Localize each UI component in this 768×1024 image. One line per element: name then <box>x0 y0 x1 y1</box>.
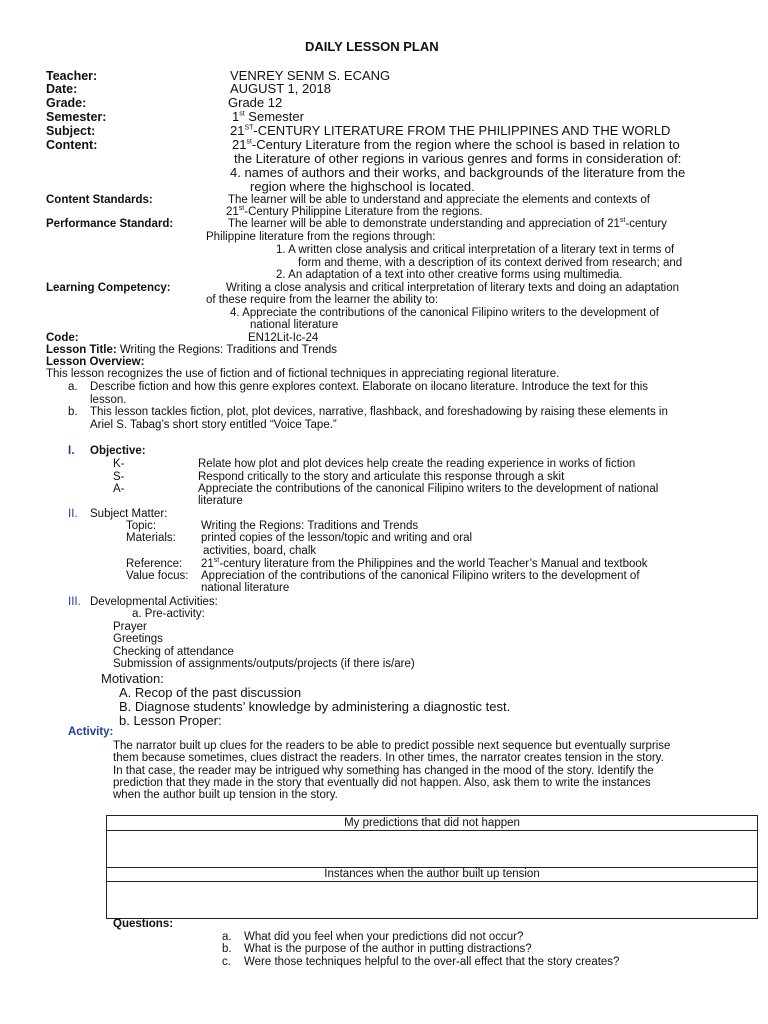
lesson-title: Lesson Title: Writing the Regions: Traditions and Trends <box>46 344 338 356</box>
materials-value: activities, board, chalk <box>203 545 317 557</box>
objective-k-text: Relate how plot and plot devices help create the reading experience in works of fiction <box>198 458 636 470</box>
learning-competency-text: Writing a close analysis and critical interpretation of literary texts and doing an adaptation <box>226 282 680 294</box>
value-focus-text: Appreciation of the contributions of the canonical Filipino writers to the development of <box>201 570 640 582</box>
lesson-overview-label: Lesson Overview: <box>46 356 145 368</box>
performance-standard-text: The learner will be able to demonstrate understanding and appreciation of 21st-century <box>228 217 667 230</box>
grade-value: Grade 12 <box>228 95 283 110</box>
submission: Submission of assignments/outputs/projects (if there is/are) <box>113 658 415 670</box>
teacher-label: Teacher: <box>46 69 98 83</box>
prayer: Prayer <box>113 621 147 633</box>
overview-item-text: Ariel S. Tabag’s short story entitled “Voice Tape.” <box>90 419 337 431</box>
overview-item-marker: b. <box>68 406 78 418</box>
date-value: AUGUST 1, 2018 <box>230 81 331 96</box>
date-label: Date: <box>46 82 78 96</box>
learning-competency-label: Learning Competency: <box>46 282 171 294</box>
performance-item: 2. An adaptation of a text into other creative forms using multimedia. <box>276 269 623 281</box>
materials-value: printed copies of the lesson/topic and writing and oral <box>201 532 473 544</box>
subject-matter-number: II. <box>68 508 78 520</box>
activity-text: In that case, the reader may be intrigued why something has changed in the mood of the story. Identify the <box>113 765 654 777</box>
content-line: 21st-Century Literature from the region where the school is based in relation to <box>232 137 680 152</box>
activities-number: III. <box>68 596 81 608</box>
activity-text: them because sometimes, clues distract the readers. In other times, the narrator creates tension in the story. <box>113 752 664 764</box>
overview-item-text: lesson. <box>90 394 127 406</box>
lesson-proper: b. Lesson Proper: <box>119 713 222 728</box>
content-line: 4. names of authors and their works, and backgrounds of the literature from the <box>230 165 686 180</box>
objective-a-text: literature <box>198 495 243 507</box>
page-title: DAILY LESSON PLAN <box>305 39 439 54</box>
question-marker: c. <box>222 956 231 968</box>
teacher-value: VENREY SENM S. ECANG <box>230 68 391 83</box>
table-header-tension: Instances when the author built up tension <box>324 868 540 880</box>
semester-label: Semester: <box>46 110 107 124</box>
table-divider <box>107 881 757 882</box>
content-line: region where the highschool is located. <box>250 179 475 194</box>
motivation-label: Motivation: <box>101 671 164 686</box>
activity-text: The narrator built up clues for the readers to be able to predict possible next sequence but eventually surprise <box>113 740 671 752</box>
objective-a-marker: A- <box>113 483 125 495</box>
activity-text: when the author built up tension in the story. <box>113 789 338 801</box>
learning-competency-text: of these require from the learner the ability to: <box>206 294 439 306</box>
content-line: the Literature of other regions in various genres and forms in consideration of: <box>234 151 682 166</box>
code-value: EN12Lit-Ic-24 <box>248 332 319 344</box>
content-standards-text: The learner will be able to understand and appreciate the elements and contexts of <box>228 194 650 206</box>
performance-standard-text: Philippine literature from the regions through: <box>206 231 436 243</box>
value-focus-label: Value focus: <box>126 570 189 582</box>
diagnose-item: B. Diagnose students’ knowledge by administering a diagnostic test. <box>119 699 511 714</box>
objective-s-marker: S- <box>113 471 125 483</box>
question-text: What did you feel when your predictions did not occur? <box>244 931 524 943</box>
subject-value: 21ST-CENTURY LITERATURE FROM THE PHILIPPINES AND THE WORLD <box>230 123 671 138</box>
greetings: Greetings <box>113 633 163 645</box>
content-label: Content: <box>46 138 98 152</box>
attendance: Checking of attendance <box>113 646 234 658</box>
activities-label: Developmental Activities: <box>90 596 218 608</box>
code-label: Code: <box>46 332 79 344</box>
reference-label: Reference: <box>126 558 183 570</box>
table-divider <box>107 830 757 831</box>
objective-s-text: Respond critically to the story and articulate this response through a skit <box>198 471 565 483</box>
questions-label: Questions: <box>113 918 174 930</box>
lesson-overview-text: This lesson recognizes the use of fiction and of fictional techniques in appreciating regional literature. <box>46 368 560 380</box>
value-focus-text: national literature <box>201 582 290 594</box>
objective-label: Objective: <box>90 445 146 457</box>
learning-competency-text: 4. Appreciate the contributions of the canonical Filipino writers to the development of <box>230 307 659 319</box>
overview-item-text: This lesson tackles fiction, plot, plot devices, narrative, flashback, and foreshadowing by raising these elements in <box>90 406 668 418</box>
question-marker: b. <box>222 943 232 955</box>
activity-text: prediction that they made in the story that eventually did not happen. Also, ask them to write the instances <box>113 777 651 789</box>
performance-standard-label: Performance Standard: <box>46 218 174 230</box>
predictions-table <box>106 815 758 919</box>
grade-label: Grade: <box>46 96 87 110</box>
table-header-predictions: My predictions that did not happen <box>344 817 520 829</box>
activity-label: Activity: <box>68 726 114 738</box>
reference-value: 21st-century literature from the Philippines and the world Teacher’s Manual and textbook <box>201 557 648 570</box>
pre-activity: a. Pre-activity: <box>132 608 205 620</box>
question-marker: a. <box>222 931 232 943</box>
topic-label: Topic: <box>126 520 157 532</box>
objective-a-text: Appreciate the contributions of the canonical Filipino writers to the development of national <box>198 483 659 495</box>
performance-item: form and theme, with a description of its context derived from research; and <box>298 257 683 269</box>
content-standards-text: 21st-Century Philippine Literature from the regions. <box>226 205 483 218</box>
question-text: What is the purpose of the author in putting distractions? <box>244 943 532 955</box>
objective-k-marker: K- <box>113 458 125 470</box>
objective-number: I. <box>68 445 75 457</box>
overview-item-text: Describe fiction and how this genre explores context. Elaborate on ilocano literature. Introduce the text for this <box>90 381 649 393</box>
subject-matter-label: Subject Matter: <box>90 508 168 520</box>
recap-item: A. Recop of the past discussion <box>119 685 302 700</box>
subject-label: Subject: <box>46 124 96 138</box>
content-standards-label: Content Standards: <box>46 194 153 206</box>
materials-label: Materials: <box>126 532 176 544</box>
topic-value: Writing the Regions: Traditions and Trends <box>201 520 419 532</box>
question-text: Were those techniques helpful to the over-all effect that the story creates? <box>244 956 620 968</box>
overview-item-marker: a. <box>68 381 78 393</box>
semester-value: 1st Semester <box>232 109 304 124</box>
performance-item: 1. A written close analysis and critical interpretation of a literary text in terms of <box>276 244 675 256</box>
learning-competency-text: national literature <box>250 319 339 331</box>
